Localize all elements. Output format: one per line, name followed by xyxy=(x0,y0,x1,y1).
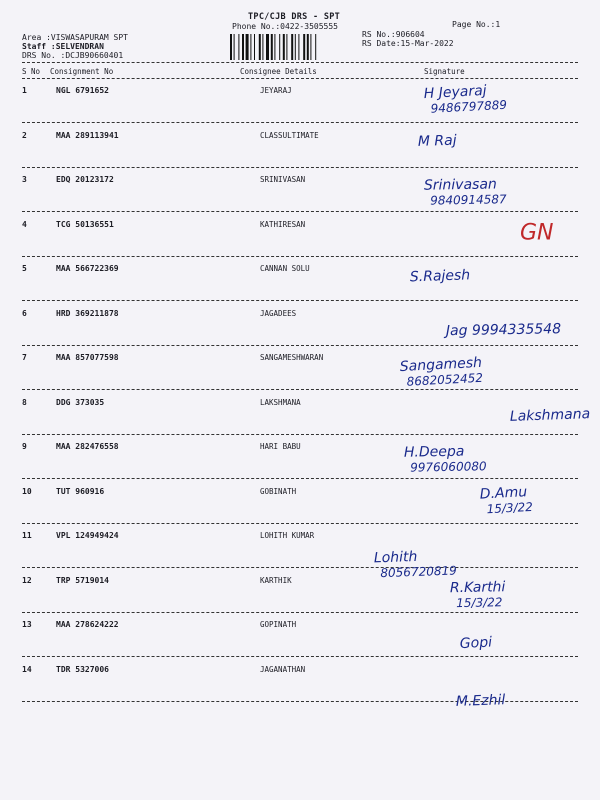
barcode-bar xyxy=(242,34,244,60)
row-consignee: LAKSHMANA xyxy=(260,397,301,407)
row-consignment: MAA 566722369 xyxy=(56,264,119,273)
row-consignee: SANGAMESHWARAN xyxy=(260,353,324,362)
row-sno: 14 xyxy=(22,664,32,674)
row-sno: 3 xyxy=(22,175,27,184)
row-consignee: KARTHIK xyxy=(260,575,292,585)
signature-text: 9486797889 xyxy=(430,97,508,116)
signature-text: D.Amu xyxy=(479,484,528,503)
column-divider xyxy=(22,78,578,79)
row-divider xyxy=(22,701,578,702)
barcode-bar xyxy=(271,34,273,60)
document-title: TPC/CJB DRS - SPT xyxy=(248,12,341,22)
barcode-bar xyxy=(303,34,305,60)
row-consignee: KATHIRESAN xyxy=(260,219,306,229)
barcode-bar xyxy=(238,34,239,60)
phone-number: Phone No.:0422-3505555 xyxy=(232,22,338,31)
row-sno: 7 xyxy=(22,353,27,362)
page-number: Page No.:1 xyxy=(452,20,501,29)
row-divider xyxy=(22,211,578,212)
header-divider xyxy=(22,62,578,63)
row-divider xyxy=(22,656,578,657)
barcode-bar xyxy=(279,34,280,60)
signature-text: H Jeyaraj xyxy=(423,82,487,103)
row-consignment: MAA 278624222 xyxy=(56,620,119,629)
row-consignee: SRINIVASAN xyxy=(260,175,306,184)
row-consignment: TCG 50136551 xyxy=(56,219,114,229)
signature-text: M Raj xyxy=(417,132,457,150)
signature-text: 15/3/22 xyxy=(486,499,534,517)
row-consignment: MAA 289113941 xyxy=(56,130,119,140)
row-divider xyxy=(22,167,578,168)
barcode-bar xyxy=(307,34,309,60)
signature-text: Sangamesh xyxy=(399,354,483,376)
row-divider xyxy=(22,567,578,568)
row-consignment: DDG 373035 xyxy=(56,397,105,407)
barcode-bar xyxy=(315,34,316,60)
row-divider xyxy=(22,478,578,479)
area-label: Area :VISWASAPURAM SPT xyxy=(22,33,128,42)
row-divider xyxy=(22,300,578,301)
signature-text: 8056720819 xyxy=(380,563,457,581)
column-header-consignee: Consignee Details xyxy=(240,67,317,76)
signature-overlay xyxy=(360,0,600,800)
row-sno: 11 xyxy=(22,531,32,540)
row-consignee: JAGADEES xyxy=(260,308,297,318)
row-consignment: MAA 282476558 xyxy=(56,442,119,451)
row-sno: 12 xyxy=(22,575,32,585)
row-sno: 1 xyxy=(22,86,27,95)
row-consignee: GOBINATH xyxy=(260,486,297,496)
barcode-bar xyxy=(283,34,285,60)
signature-text: M.Ezhil xyxy=(455,692,506,710)
barcode-bar xyxy=(234,34,235,60)
row-consignment: TUT 960916 xyxy=(56,486,105,496)
row-consignee: CANNAN SOLU xyxy=(260,264,310,273)
barcode-bar xyxy=(254,34,255,60)
signature-text: 9840914587 xyxy=(430,192,507,208)
row-sno: 10 xyxy=(22,486,32,496)
row-consignment: TRP 5719014 xyxy=(56,575,109,585)
staff-label: Staff :SELVENDRAN xyxy=(22,42,104,51)
row-sno: 4 xyxy=(22,219,27,229)
barcode-bar xyxy=(262,34,263,60)
row-consignee: CLASSULTIMATE xyxy=(260,130,319,140)
signature-initials: GN xyxy=(520,220,554,246)
barcode-bar xyxy=(310,34,311,60)
barcode-bar xyxy=(259,34,261,60)
signature-text: H.Deepa xyxy=(403,443,465,461)
row-divider xyxy=(22,612,578,613)
barcode-image xyxy=(230,34,354,60)
row-consignee: GOPINATH xyxy=(260,620,297,629)
row-consignee: HARI BABU xyxy=(260,442,301,451)
row-sno: 2 xyxy=(22,130,27,140)
row-sno: 13 xyxy=(22,620,32,629)
rs-number: RS No.:906604 xyxy=(362,30,425,39)
barcode-bar xyxy=(295,34,296,60)
row-divider xyxy=(22,256,578,257)
row-consignment: TDR 5327006 xyxy=(56,664,109,674)
signature-text: 15/3/22 xyxy=(456,595,503,611)
row-sno: 9 xyxy=(22,442,27,451)
signature-text: Srinivasan xyxy=(423,176,497,194)
row-consignment: MAA 857077598 xyxy=(56,353,119,362)
row-divider xyxy=(22,389,578,390)
barcode-bar xyxy=(291,34,293,60)
signature-text: S.Rajesh xyxy=(409,267,471,286)
barcode-bar xyxy=(298,34,299,60)
column-header-signature: Signature xyxy=(424,67,465,76)
signature-text: Gopi xyxy=(459,634,493,653)
row-consignee: JAGANATHAN xyxy=(260,664,306,674)
row-sno: 5 xyxy=(22,264,27,273)
signature-text: R.Karthi xyxy=(449,579,506,597)
row-sno: 8 xyxy=(22,397,27,407)
drs-number: DRS No. :DCJB90660401 xyxy=(22,51,124,60)
rs-date: RS Date:15-Mar-2022 xyxy=(362,39,454,48)
barcode-bar xyxy=(274,34,275,60)
signature-text: Lakshmana xyxy=(509,406,591,425)
barcode-bar xyxy=(250,34,251,60)
row-divider xyxy=(22,434,578,435)
row-consignee: LOHITH KUMAR xyxy=(260,531,315,540)
signature-text: Lohith xyxy=(373,548,418,567)
row-divider xyxy=(22,122,578,123)
signature-text: 9976060080 xyxy=(410,459,487,475)
column-header-sno: S No xyxy=(22,67,41,76)
row-consignment: VPL 124949424 xyxy=(56,531,119,540)
row-consignment: EDQ 20123172 xyxy=(56,175,114,184)
column-header-consignment: Consignment No xyxy=(50,67,114,76)
barcode-bar xyxy=(230,34,232,60)
row-consignment: HRD 369211878 xyxy=(56,308,119,318)
barcode-bar xyxy=(266,34,269,60)
row-consignment: NGL 6791652 xyxy=(56,86,109,95)
row-divider xyxy=(22,345,578,346)
signature-text: Jag 9994335548 xyxy=(445,321,562,340)
row-divider xyxy=(22,523,578,524)
barcode-bar xyxy=(246,34,249,60)
signature-text: 8682052452 xyxy=(406,370,484,389)
barcode-bar xyxy=(286,34,287,60)
row-consignee: JEYARAJ xyxy=(260,86,292,95)
row-sno: 6 xyxy=(22,308,27,318)
